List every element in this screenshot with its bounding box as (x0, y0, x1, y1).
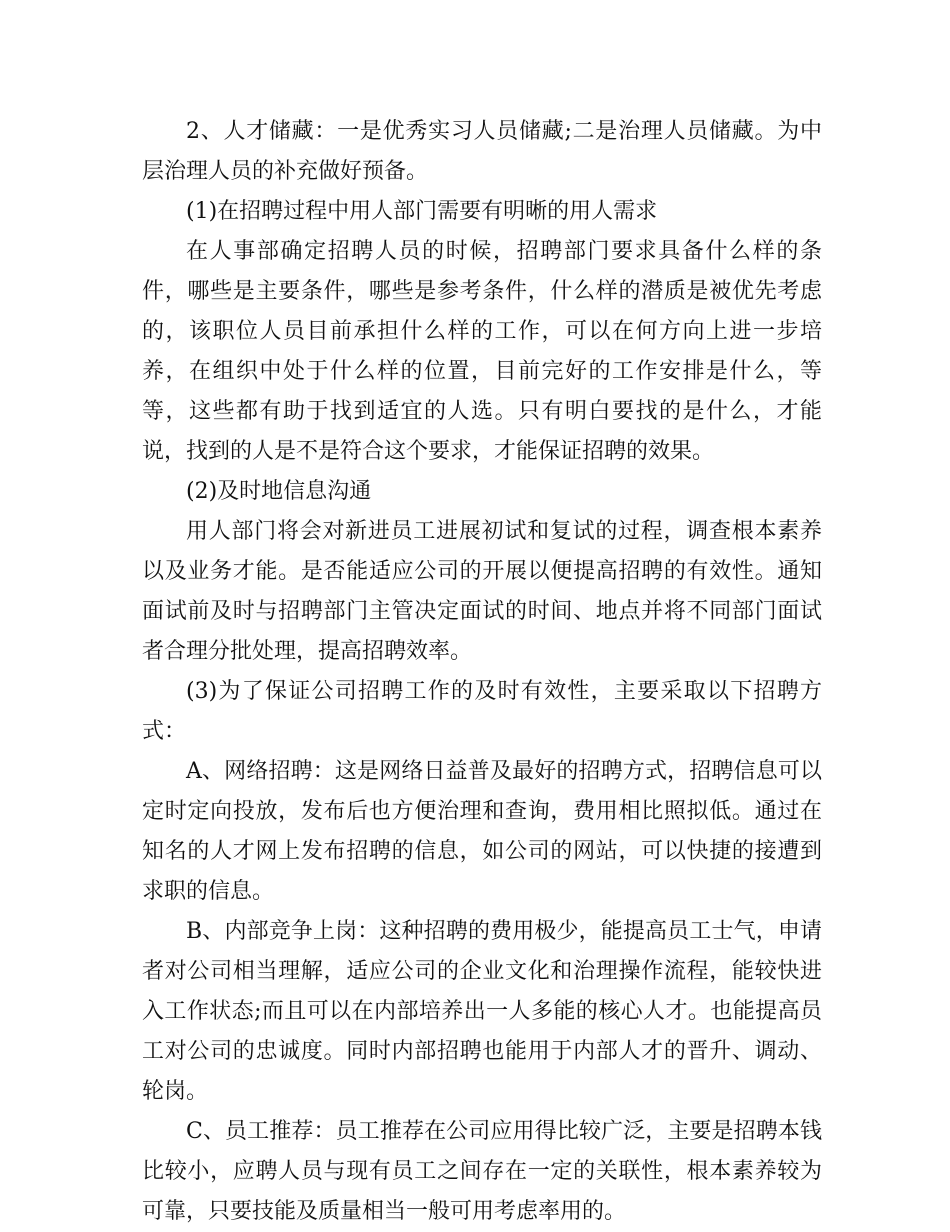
paragraph-communication: 用人部门将会对新进员工进展初试和复试的过程，调查根本素养以及业务才能。是否能适应公司的开展以便提高招聘的有效性。通知面试前及时与招聘部门主管决定面试的时间、地点并将不同部门面试者合理分批处理，提高招聘效率。 (142, 519, 822, 664)
paragraph-heading-2: (2)及时地信息沟通 (186, 479, 372, 504)
paragraph-internal-competition: B、内部竞争上岗：这种招聘的费用极少，能提高员工士气，申请者对公司相当理解，适应公司的企业文化和治理操作流程，能较快进入工作状态;而且可以在内部培养出一人多能的核心人才。也能提高员工对公司的忠诚度。同时内部招聘也能用于内部人才的晋升、调动、轮岗。 (142, 919, 822, 1104)
paragraph-heading-1: (1)在招聘过程中用人部门需要有明晰的用人需求 (186, 199, 658, 224)
paragraph-heading-3: (3)为了保证公司招聘工作的及时有效性，主要采取以下招聘方式： (142, 679, 822, 744)
paragraph-online-recruiting: A、网络招聘：这是网络日益普及最好的招聘方式，招聘信息可以定时定向投放，发布后也方便治理和查询，费用相比照拟低。通过在知名的人才网上发布招聘的信息，如公司的网站，可以快捷的接遭到求职的信息。 (142, 759, 822, 904)
paragraph-employee-referral: C、员工推荐：员工推荐在公司应用得比较广泛，主要是招聘本钱比较小，应聘人员与现有员工之间存在一定的关联性，根本素养较为可靠，只要技能及质量相当一般可用考虑率用的。 (142, 1119, 822, 1224)
document-body (142, 112, 822, 1232)
paragraph-requirements: 在人事部确定招聘人员的时候，招聘部门要求具备什么样的条件，哪些是主要条件，哪些是参考条件，什么样的潜质是被优先考虑的，该职位人员目前承担什么样的工作，可以在何方向上进一步培养，在组织中处于什么样的位置，目前完好的工作安排是什么，等等，这些都有助于找到适宜的人选。只有明白要找的是什么，才能说，找到的人是不是符合这个要求，才能保证招聘的效果。 (142, 239, 822, 464)
paragraph-talent-reserve: 2、人才储藏：一是优秀实习人员储藏;二是治理人员储藏。为中层治理人员的补充做好预备。 (142, 119, 822, 184)
